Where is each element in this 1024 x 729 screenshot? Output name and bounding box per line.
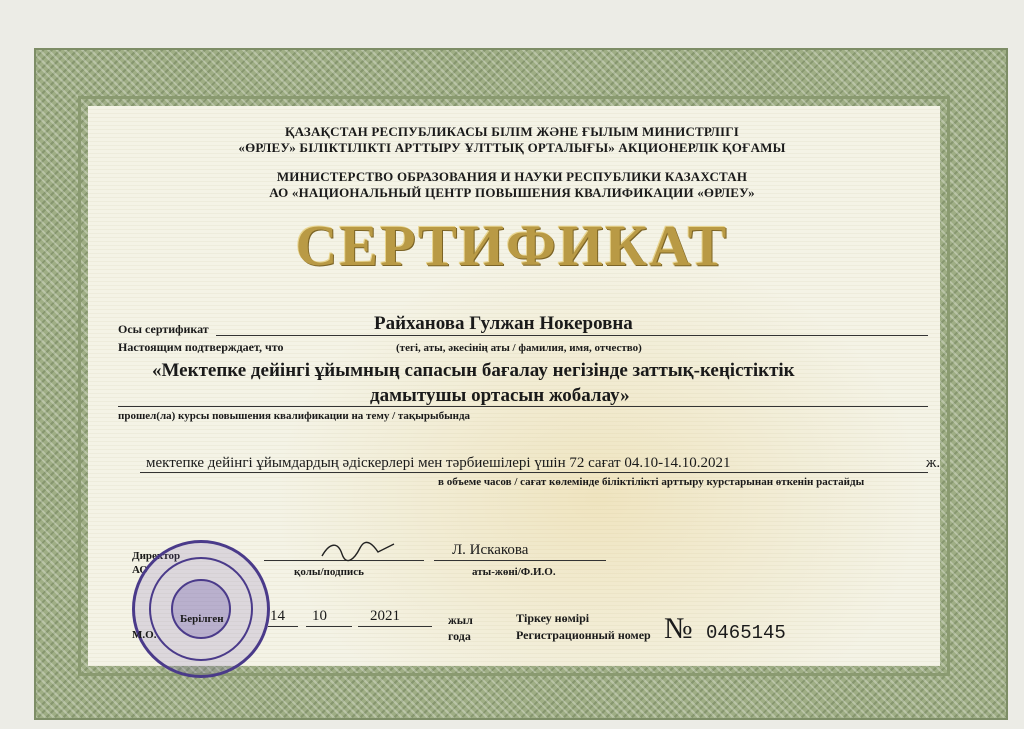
issue-month: 10 — [312, 608, 327, 624]
name-line — [434, 560, 606, 561]
course-year-suffix: ж. — [926, 455, 941, 471]
director-role-line1: Директор — [132, 550, 181, 562]
issue-year-line — [358, 626, 432, 627]
issue-day-line — [268, 626, 298, 627]
certificate-title: СЕРТИФИКАТ — [295, 213, 729, 278]
header-ru-line1: МИНИСТЕРСТВО ОБРАЗОВАНИЯ И НАУКИ РЕСПУБЛИКИ КАЗАХСТАН — [276, 169, 748, 184]
header-ru-line2: АО «НАЦИОНАЛЬНЫЙ ЦЕНТР ПОВЫШЕНИЯ КВАЛИФИКАЦИИ «ӨРЛЕУ» — [269, 185, 755, 200]
registration-label-ru: Регистрационный номер — [516, 628, 651, 642]
course-caption: в объеме часов / сағат көлемінде біліктілікті арттыру курстарынан өткенін растайды — [438, 476, 865, 488]
topic-line2: дамытушы ортасын жобалау» — [370, 385, 630, 406]
topic-caption: прошел(ла) курсы повышения квалификации на тему / тақырыбында — [118, 410, 471, 422]
topic-line1: «Мектепке дейінгі ұйымның сапасын бағалау негізінде заттық-кеңістіктік — [152, 360, 795, 381]
official-stamp — [132, 540, 270, 678]
issue-label-line1: Берілген — [180, 613, 224, 625]
signature-caption: қолы/подпись — [294, 566, 364, 578]
header-kz-line1: ҚАЗАҚСТАН РЕСПУБЛИКАСЫ БІЛІМ ЖӘНЕ ҒЫЛЫМ МИНИСТРЛІГІ — [285, 124, 739, 139]
recipient-name: Райханова Гулжан Нокеровна — [374, 313, 633, 334]
recipient-label-ru: Настоящим подтверждает, что — [118, 340, 284, 354]
registration-number-sign: № — [664, 612, 693, 645]
recipient-label-kz: Осы сертификат — [118, 322, 209, 336]
issue-day: 14 — [270, 608, 285, 624]
signature-scribble — [318, 538, 398, 564]
topic-line — [118, 406, 928, 407]
issue-label-line2: М.О. — [132, 629, 157, 641]
recipient-caption: (тегі, аты, әкесінің аты / фамилия, имя, отчество) — [396, 342, 642, 354]
registration-number: 0465145 — [706, 622, 786, 644]
issue-month-line — [306, 626, 352, 627]
registration-label-kz: Тіркеу нөмірі — [516, 611, 590, 625]
header-kz-line2: «ӨРЛЕУ» БІЛІКТІЛІКТІ АРТТЫРУ ҰЛТТЫҚ ОРТАЛЫҒЫ» АКЦИОНЕРЛІК ҚОҒАМЫ — [238, 140, 786, 155]
issue-year: 2021 — [370, 608, 400, 624]
issue-year-ru: года — [448, 629, 471, 643]
name-caption: аты-жөні/Ф.И.О. — [472, 566, 556, 578]
recipient-name-line — [216, 335, 928, 336]
director-name: Л. Искакова — [452, 542, 529, 558]
course-text: мектепке дейінгі ұйымдардың әдіскерлері мен тәрбиешілері үшін 72 сағат 04.10-14.10.2021 — [146, 455, 731, 471]
director-role-line2: АО — [132, 564, 148, 576]
issue-year-kz: жыл — [448, 613, 473, 627]
course-line — [140, 472, 928, 473]
